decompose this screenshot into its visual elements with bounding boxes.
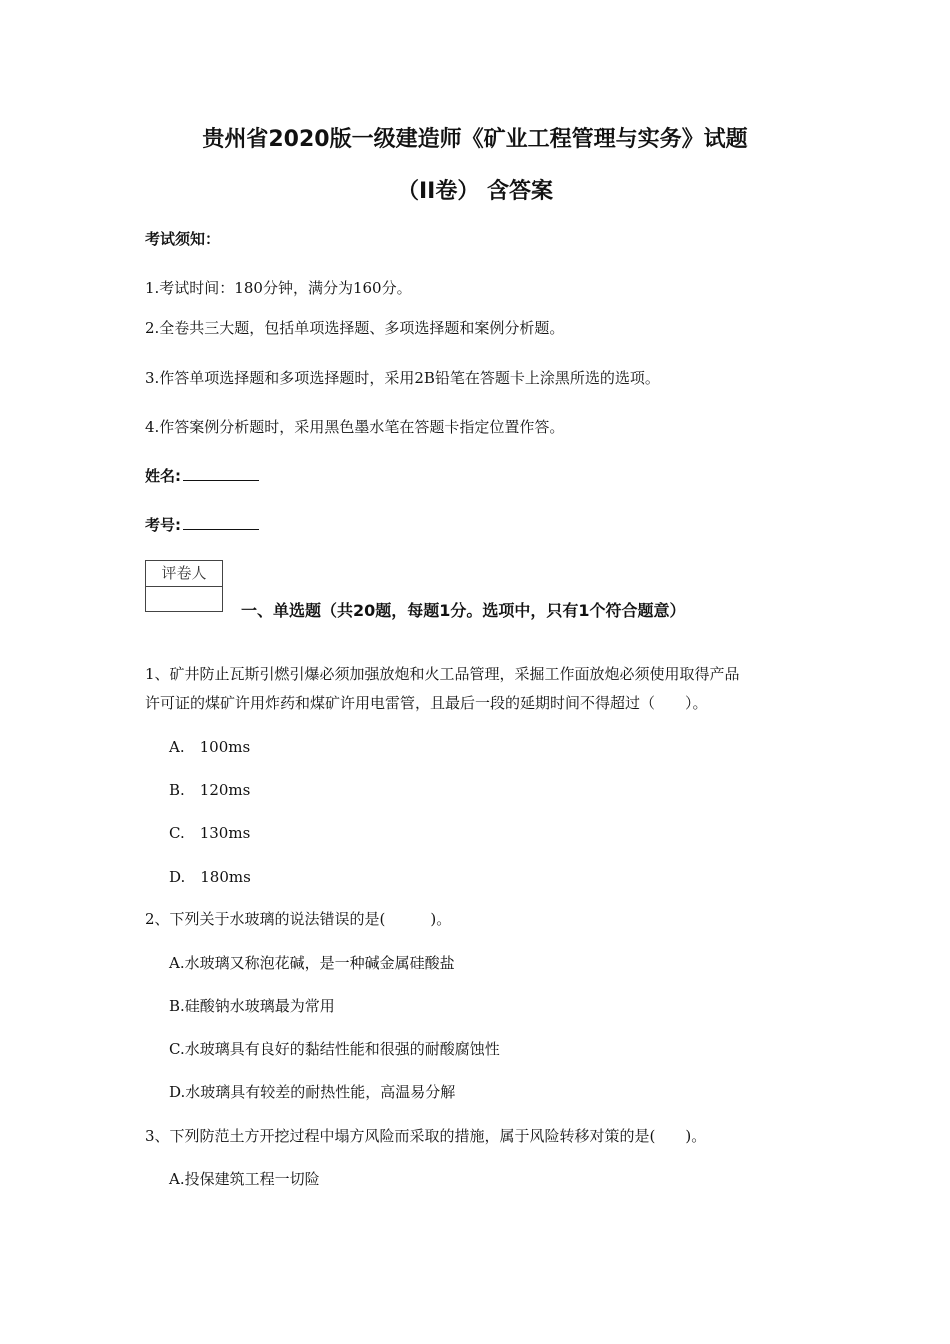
answer-option: B.硅酸钠水玻璃最为常用 bbox=[169, 997, 335, 1015]
answer-option: A.投保建筑工程一切险 bbox=[169, 1170, 320, 1188]
name-label: 姓名: bbox=[145, 467, 181, 485]
answer-option: D.水玻璃具有较差的耐热性能，高温易分解 bbox=[169, 1083, 456, 1101]
name-field bbox=[145, 465, 259, 486]
answer-option: A. 100ms bbox=[169, 738, 251, 756]
answer-option: C. 130ms bbox=[169, 824, 251, 842]
answer-option: B. 120ms bbox=[169, 781, 251, 799]
question-stem: 3、下列防范土方开挖过程中塌方风险而采取的措施，属于风险转移对策的是( )。 bbox=[145, 1127, 707, 1145]
document-subtitle: （II卷） 含答案 bbox=[396, 179, 554, 204]
question-stem: 1、矿井防止瓦斯引燃引爆必须加强放炮和火工品管理，采掘工作面放炮必须使用取得产品 bbox=[145, 665, 740, 683]
document-title: 贵州省2020版一级建造师《矿业工程管理与实务》试题 bbox=[202, 127, 748, 152]
answer-option: C.水玻璃具有良好的黏结性能和很强的耐酸腐蚀性 bbox=[169, 1040, 500, 1058]
grader-label: 评卷人 bbox=[146, 561, 222, 587]
instruction-item: 1.考试时间：180分钟，满分为160分。 bbox=[145, 279, 412, 297]
instruction-item: 2.全卷共三大题，包括单项选择题、多项选择题和案例分析题。 bbox=[145, 319, 565, 337]
question-stem: 2、下列关于水玻璃的说法错误的是( )。 bbox=[145, 910, 452, 928]
instruction-item: 4.作答案例分析题时，采用黑色墨水笔在答题卡指定位置作答。 bbox=[145, 418, 565, 436]
answer-option: D. 180ms bbox=[169, 868, 251, 886]
question-stem: 许可证的煤矿许用炸药和煤矿许用电雷管，且最后一段的延期时间不得超过（ ）。 bbox=[145, 694, 708, 712]
instruction-item: 3.作答单项选择题和多项选择题时，采用2B铅笔在答题卡上涂黑所选的选项。 bbox=[145, 369, 660, 387]
exam-id-blank[interactable] bbox=[183, 515, 259, 530]
exam-id-label: 考号: bbox=[145, 516, 181, 534]
section-heading: 一、单选题（共20题，每题1分。选项中，只有1个符合题意） bbox=[241, 601, 686, 620]
answer-option: A.水玻璃又称泡花碱，是一种碱金属硅酸盐 bbox=[169, 954, 455, 972]
name-blank[interactable] bbox=[183, 466, 259, 481]
grader-box bbox=[145, 560, 223, 612]
exam-id-field bbox=[145, 514, 259, 535]
instructions-heading: 考试须知： bbox=[145, 230, 221, 248]
